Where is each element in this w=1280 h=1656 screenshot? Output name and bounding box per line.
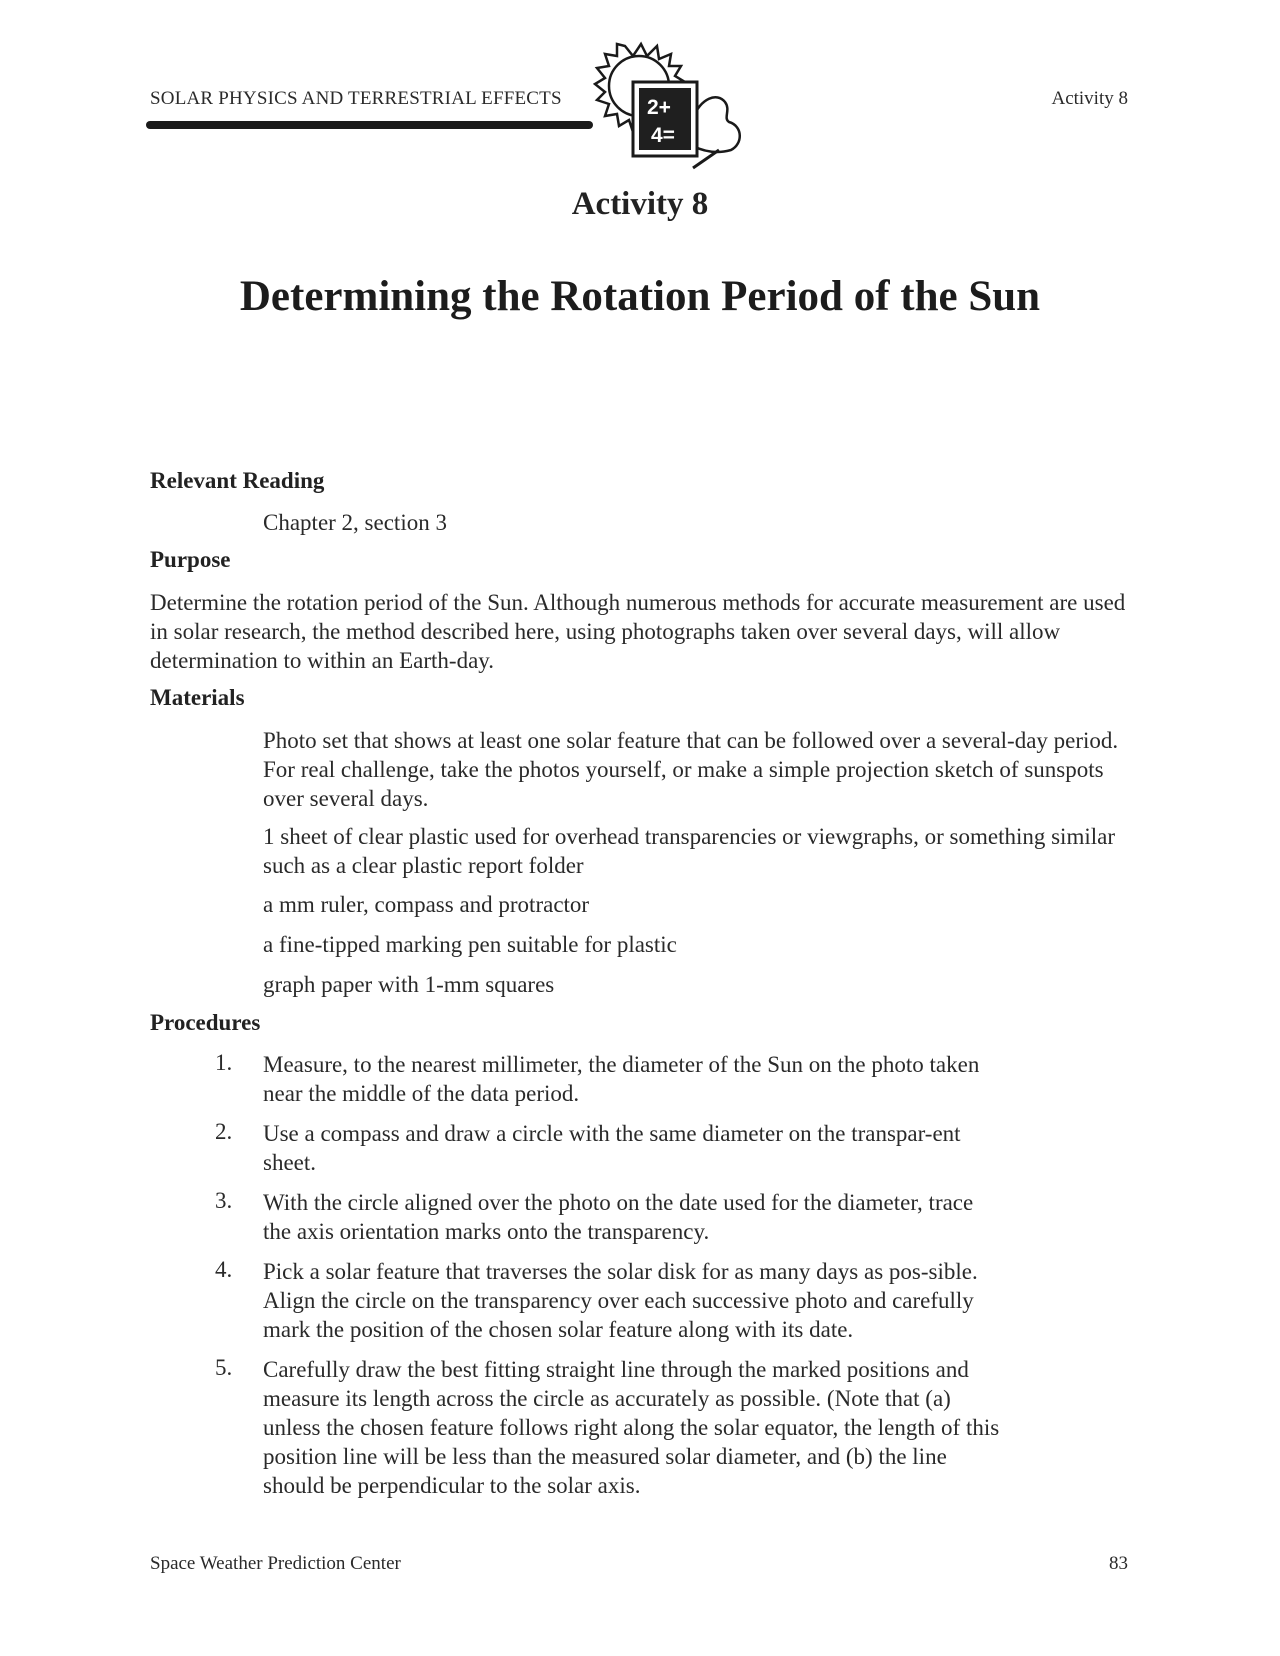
slate-line-2: 4= — [651, 124, 675, 147]
relevant-reading-heading: Relevant Reading — [150, 468, 325, 493]
series-title: SOLAR PHYSICS AND TERRESTRIAL EFFECTS — [150, 88, 562, 109]
procedures-heading: Procedures — [150, 1010, 261, 1035]
step-number: 3. — [215, 1188, 233, 1213]
step-text: Use a compass and draw a circle with the same diameter on the transpar-ent sheet. — [263, 1121, 961, 1175]
step-text: With the circle aligned over the photo on the date used for the diameter, trace the axis orientation marks onto the transparency. — [263, 1190, 974, 1244]
header-rule — [146, 121, 593, 129]
relevant-reading-text: Chapter 2, section 3 — [263, 510, 447, 535]
purpose-text: Determine the rotation period of the Sun. Although numerous methods for accurate measurement are used in solar research, the method described here, using photographs taken over several days, will allow determination to within an Earth-day. — [150, 590, 1126, 673]
step-text: Carefully draw the best fitting straight line through the marked positions and measure its length across the circle as accurately as possible. (Note that (a) unless the chosen feature follows right along the solar equator, the length of this position line will be less than the measured solar diameter, and (b) the line should be perpendicular to the solar axis. — [263, 1357, 1000, 1498]
materials-item: 1 sheet of clear plastic used for overhead transparencies or viewgraphs, or something similar such as a clear plastic report folder — [263, 824, 1115, 878]
step-number: 1. — [215, 1050, 233, 1075]
materials-heading: Materials — [150, 685, 245, 710]
step-number: 2. — [215, 1119, 233, 1144]
step-number: 5. — [215, 1355, 233, 1380]
hand-shape — [693, 97, 740, 152]
step-text: Pick a solar feature that traverses the solar disk for as many days as pos-sible. Align the circle on the transparency over each successive photo and carefully mark the position of the chosen solar feature along with its date. — [263, 1259, 978, 1342]
purpose-heading: Purpose — [150, 547, 231, 572]
activity-heading: Activity 8 — [571, 186, 709, 222]
step-number: 4. — [215, 1257, 233, 1282]
materials-item: a fine-tipped marking pen suitable for plastic — [263, 932, 677, 957]
page-number: 83 — [1109, 1553, 1128, 1574]
footer-source: Space Weather Prediction Center — [150, 1553, 401, 1574]
sun-math-slate-logo-icon — [593, 40, 773, 170]
running-activity-label: Activity 8 — [1051, 88, 1128, 109]
materials-item: graph paper with 1-mm squares — [263, 972, 555, 997]
slate-line-1: 2+ — [647, 96, 671, 119]
step-text: Measure, to the nearest millimeter, the diameter of the Sun on the photo taken near the middle of the data period. — [263, 1052, 980, 1106]
page-title: Determining the Rotation Period of the Sun — [239, 273, 1041, 320]
materials-item: Photo set that shows at least one solar feature that can be followed over a several-day period. For real challenge, take the photos yourself, or make a simple projection sketch of sunspots over several days. — [263, 728, 1119, 811]
materials-item: a mm ruler, compass and protractor — [263, 892, 590, 917]
